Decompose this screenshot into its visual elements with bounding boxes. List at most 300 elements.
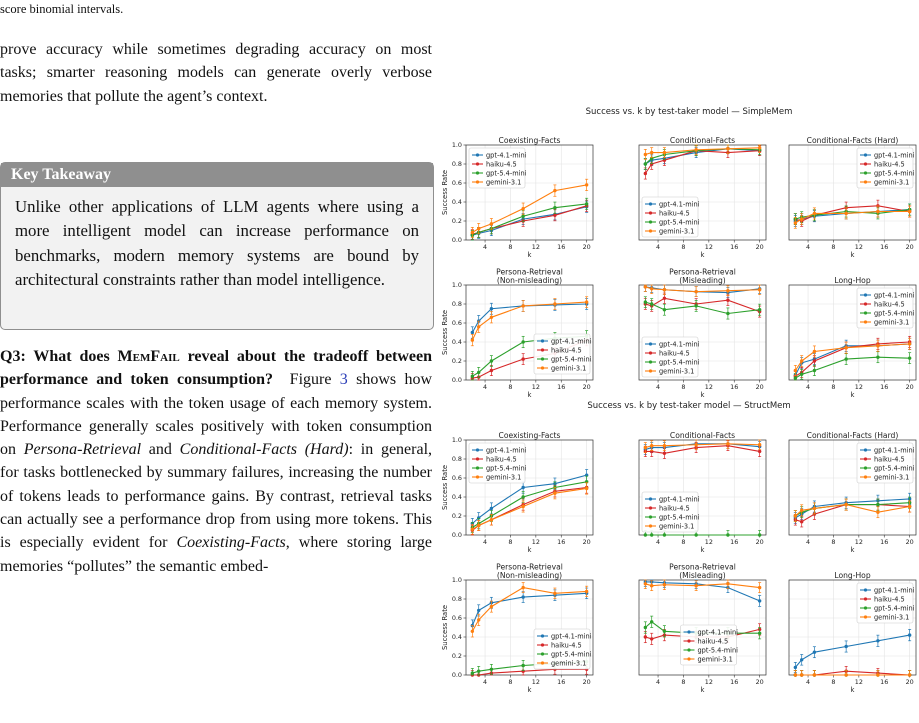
- y-tick-label: 0.0: [451, 671, 462, 680]
- x-tick-label: 20: [905, 383, 914, 391]
- data-point: [585, 202, 588, 205]
- data-point: [663, 151, 666, 154]
- data-point: [694, 290, 697, 293]
- legend-marker: [649, 506, 652, 509]
- x-tick-label: 12: [531, 678, 540, 686]
- legend-marker: [649, 369, 652, 372]
- legend-label: gpt-5.4-mini: [551, 650, 592, 659]
- legend-marker: [864, 615, 867, 618]
- data-point: [908, 505, 911, 508]
- key-takeaway-box: [0, 162, 434, 330]
- data-point: [521, 664, 524, 667]
- data-point: [471, 375, 474, 378]
- x-tick-label: 8: [831, 243, 836, 251]
- data-point: [471, 338, 474, 341]
- data-point: [663, 533, 666, 536]
- data-point: [650, 287, 653, 290]
- data-point: [553, 492, 556, 495]
- data-point: [758, 308, 761, 311]
- legend-marker: [541, 357, 544, 360]
- data-point: [813, 507, 816, 510]
- data-point: [553, 206, 556, 209]
- data-point: [876, 210, 879, 213]
- data-point: [521, 586, 524, 589]
- panel-title: Coexisting-Facts: [498, 136, 561, 145]
- series-haiku-4-5: [471, 482, 589, 535]
- x-tick-label: 12: [854, 243, 863, 251]
- legend-marker: [649, 202, 652, 205]
- x-tick-label: 8: [831, 678, 836, 686]
- data-point: [490, 307, 493, 310]
- data-point: [644, 635, 647, 638]
- data-point: [758, 599, 761, 602]
- figure-ref-link[interactable]: 3: [339, 371, 348, 389]
- legend-marker: [864, 293, 867, 296]
- y-axis-label: Success Rate: [441, 169, 449, 216]
- legend-label: gpt-4.1-mini: [697, 628, 738, 637]
- data-point: [521, 304, 524, 307]
- legend-marker: [687, 648, 690, 651]
- simplemem-panel-long-hop: [789, 276, 916, 399]
- paragraph-q3: [0, 345, 432, 578]
- data-point: [644, 626, 647, 629]
- x-axis-label: k: [850, 686, 855, 694]
- structmem-panel-conditional-facts-hard: [789, 431, 916, 554]
- data-point: [644, 300, 647, 303]
- y-tick-label: 0.6: [451, 319, 462, 328]
- data-point: [490, 369, 493, 372]
- legend-label: haiku-4.5: [551, 346, 582, 355]
- legend-label: gpt-4.1-mini: [551, 337, 592, 346]
- q3-em-conditional-hard: Conditional-Facts (Hard): [179, 441, 349, 459]
- y-tick-label: 0.4: [451, 633, 462, 642]
- x-tick-label: 20: [755, 383, 764, 391]
- legend-marker: [864, 302, 867, 305]
- panel-title: (Misleading): [679, 276, 726, 285]
- legend-label: gpt-5.4-mini: [551, 355, 592, 364]
- x-tick-label: 20: [905, 243, 914, 251]
- legend: [534, 334, 592, 374]
- legend-label: haiku-4.5: [697, 637, 729, 646]
- legend-label: gemini-3.1: [659, 227, 695, 236]
- x-tick-label: 20: [582, 678, 591, 686]
- legend-label: gpt-5.4-mini: [874, 604, 915, 613]
- panel-title: Conditional-Facts (Hard): [806, 431, 899, 440]
- legend-label: gpt-4.1-mini: [874, 291, 915, 300]
- data-point: [644, 446, 647, 449]
- legend-label: gemini-3.1: [874, 318, 910, 327]
- y-tick-label: 0.8: [451, 160, 462, 169]
- data-point: [644, 533, 647, 536]
- y-tick-label: 0.8: [451, 300, 462, 309]
- data-point: [844, 357, 847, 360]
- data-point: [876, 639, 879, 642]
- data-point: [477, 609, 480, 612]
- figure-column: [442, 0, 919, 723]
- legend: [857, 148, 915, 188]
- legend-marker: [476, 180, 479, 183]
- data-point: [663, 452, 666, 455]
- x-axis-label: k: [527, 391, 532, 399]
- legend-label: gemini-3.1: [874, 473, 910, 482]
- x-tick-label: 12: [704, 538, 713, 546]
- legend-marker: [649, 497, 652, 500]
- x-tick-label: 16: [557, 538, 566, 546]
- data-point: [663, 308, 666, 311]
- y-tick-label: 0.6: [451, 474, 462, 483]
- x-tick-label: 4: [656, 678, 661, 686]
- data-point: [477, 371, 480, 374]
- x-axis-label: k: [527, 546, 532, 554]
- data-point: [663, 630, 666, 633]
- legend-marker: [864, 448, 867, 451]
- x-tick-label: 4: [656, 243, 661, 251]
- data-point: [876, 673, 879, 676]
- series-gpt-4-1-mini: [644, 580, 762, 606]
- y-axis-label: Success Rate: [441, 309, 449, 356]
- x-tick-label: 16: [880, 678, 889, 686]
- data-point: [694, 148, 697, 151]
- data-point: [663, 444, 666, 447]
- legend: [642, 492, 700, 532]
- data-point: [650, 302, 653, 305]
- x-tick-label: 16: [880, 538, 889, 546]
- legend-marker: [476, 448, 479, 451]
- y-tick-label: 0.8: [451, 595, 462, 604]
- series-gpt-4-1-mini: [794, 493, 912, 523]
- data-point: [758, 288, 761, 291]
- x-tick-label: 4: [483, 538, 488, 546]
- y-tick-label: 0.2: [451, 652, 462, 661]
- structmem-panel-persona-retrieval-misleading: [639, 563, 766, 695]
- data-point: [758, 632, 761, 635]
- series-line: [795, 505, 909, 516]
- series-gemini-3-1: [471, 483, 589, 535]
- legend: [681, 625, 739, 665]
- legend-marker: [476, 475, 479, 478]
- x-tick-label: 8: [508, 243, 513, 251]
- series-gemini-3-1: [794, 338, 912, 375]
- x-tick-label: 20: [755, 678, 764, 686]
- q3-text-c: and: [148, 441, 172, 459]
- legend-marker: [541, 634, 544, 637]
- structmem-panel-conditional-facts: [639, 431, 766, 554]
- x-tick-label: 4: [483, 243, 488, 251]
- data-point: [477, 524, 480, 527]
- data-point: [650, 533, 653, 536]
- legend-label: haiku-4.5: [874, 455, 905, 464]
- x-tick-label: 4: [483, 678, 488, 686]
- legend-label: gpt-4.1-mini: [486, 446, 527, 455]
- data-point: [553, 189, 556, 192]
- legend-label: gpt-5.4-mini: [486, 464, 527, 473]
- simplemem-panel-persona-retrieval-non-misleading: [441, 268, 593, 400]
- data-point: [908, 356, 911, 359]
- data-point: [471, 671, 474, 674]
- y-tick-label: 0.6: [451, 614, 462, 623]
- legend-marker: [649, 351, 652, 354]
- legend-label: gpt-4.1-mini: [486, 151, 527, 160]
- data-point: [694, 584, 697, 587]
- series-line: [645, 151, 759, 174]
- series-line: [795, 671, 909, 675]
- legend-label: haiku-4.5: [551, 641, 582, 650]
- x-tick-label: 20: [905, 678, 914, 686]
- legend: [857, 583, 915, 623]
- data-point: [813, 651, 816, 654]
- data-point: [477, 325, 480, 328]
- series-line: [795, 357, 909, 378]
- y-tick-label: 0.4: [451, 338, 462, 347]
- x-tick-label: 16: [730, 678, 739, 686]
- panel-title: Persona-Retrieval: [496, 562, 563, 572]
- legend-marker: [649, 229, 652, 232]
- legend-marker: [864, 171, 867, 174]
- panel-title: Long-Hop: [834, 571, 871, 580]
- simplemem-panel-conditional-facts: [639, 136, 766, 259]
- data-point: [663, 583, 666, 586]
- data-point: [794, 221, 797, 224]
- legend-marker: [541, 339, 544, 342]
- y-tick-label: 0.0: [451, 531, 462, 540]
- data-point: [794, 369, 797, 372]
- data-point: [758, 450, 761, 453]
- data-point: [521, 595, 524, 598]
- series-haiku-4-5: [644, 293, 762, 317]
- x-tick-label: 12: [531, 243, 540, 251]
- data-point: [794, 376, 797, 379]
- structmem-figure-title: Success vs. k by test-taker model — StructMem: [587, 401, 791, 411]
- series-gpt-4-1-mini: [471, 201, 589, 240]
- data-point: [521, 340, 524, 343]
- data-point: [650, 637, 653, 640]
- series-gemini-3-1: [644, 580, 762, 593]
- data-point: [585, 300, 588, 303]
- x-tick-label: 20: [582, 383, 591, 391]
- data-point: [908, 342, 911, 345]
- x-tick-label: 4: [656, 383, 661, 391]
- legend-label: haiku-4.5: [486, 160, 517, 169]
- x-tick-label: 16: [880, 383, 889, 391]
- legend-label: haiku-4.5: [874, 160, 905, 169]
- data-point: [876, 511, 879, 514]
- legend-marker: [864, 597, 867, 600]
- legend-label: gpt-5.4-mini: [874, 169, 915, 178]
- legend-label: haiku-4.5: [659, 349, 690, 358]
- data-point: [585, 183, 588, 186]
- y-tick-label: 0.4: [451, 493, 462, 502]
- success-vs-k-figure: [442, 0, 919, 723]
- data-point: [694, 443, 697, 446]
- x-tick-label: 12: [854, 538, 863, 546]
- data-point: [800, 673, 803, 676]
- legend-marker: [649, 524, 652, 527]
- legend: [642, 197, 700, 237]
- data-point: [800, 658, 803, 661]
- legend-label: gpt-5.4-mini: [874, 464, 915, 473]
- legend-marker: [649, 360, 652, 363]
- panel-title: Persona-Retrieval: [669, 562, 736, 572]
- x-axis-label: k: [700, 686, 705, 694]
- legend-label: gpt-5.4-mini: [874, 309, 915, 318]
- x-axis-label: k: [700, 251, 705, 259]
- data-point: [553, 302, 556, 305]
- simplemem-panel-persona-retrieval-misleading: [639, 268, 766, 400]
- x-tick-label: 16: [557, 383, 566, 391]
- data-point: [726, 299, 729, 302]
- x-tick-label: 12: [531, 383, 540, 391]
- y-tick-label: 0.8: [451, 455, 462, 464]
- legend-marker: [687, 657, 690, 660]
- legend-label: gpt-5.4-mini: [659, 513, 700, 522]
- y-tick-label: 1.0: [451, 281, 462, 290]
- data-point: [813, 359, 816, 362]
- x-tick-label: 4: [806, 678, 811, 686]
- legend-label: gpt-4.1-mini: [874, 586, 915, 595]
- data-point: [490, 668, 493, 671]
- legend-marker: [864, 153, 867, 156]
- legend-label: gemini-3.1: [874, 613, 910, 622]
- x-tick-label: 20: [582, 243, 591, 251]
- series-gpt-4-1-mini: [471, 299, 589, 339]
- legend-label: gemini-3.1: [874, 178, 910, 187]
- data-point: [876, 503, 879, 506]
- legend-marker: [649, 515, 652, 518]
- data-point: [794, 673, 797, 676]
- x-axis-label: k: [850, 251, 855, 259]
- x-tick-label: 8: [831, 538, 836, 546]
- data-point: [758, 586, 761, 589]
- data-point: [490, 316, 493, 319]
- x-tick-label: 8: [681, 678, 686, 686]
- x-tick-label: 8: [508, 383, 513, 391]
- panel-title: Persona-Retrieval: [496, 267, 563, 277]
- data-point: [844, 673, 847, 676]
- y-axis-label: Success Rate: [441, 604, 449, 651]
- data-point: [521, 357, 524, 360]
- x-tick-label: 12: [854, 383, 863, 391]
- legend-marker: [864, 457, 867, 460]
- series-line: [795, 635, 909, 667]
- legend-label: gpt-4.1-mini: [551, 632, 592, 641]
- legend-marker: [864, 162, 867, 165]
- series-line: [472, 669, 586, 675]
- series-line: [472, 206, 586, 235]
- simplemem-panel-coexisting-facts: [441, 136, 593, 259]
- legend-marker: [649, 211, 652, 214]
- q3-question: reveal about the tradeoff between performance and token consumption?: [0, 348, 433, 389]
- x-tick-label: 8: [831, 383, 836, 391]
- q3-label: Q3: What does: [0, 348, 110, 365]
- data-point: [726, 533, 729, 536]
- legend: [857, 288, 915, 328]
- legend-marker: [541, 652, 544, 655]
- series-gpt-5-4-mini: [794, 352, 912, 380]
- data-point: [644, 162, 647, 165]
- data-point: [663, 297, 666, 300]
- legend-marker: [476, 171, 479, 174]
- data-point: [758, 146, 761, 149]
- legend: [534, 629, 592, 669]
- legend-label: gpt-5.4-mini: [659, 358, 700, 367]
- x-axis-label: k: [527, 251, 532, 259]
- q3-text-d: : in general, for tasks bottlenecked by summary failures, increasing the number of tokens leads to performance gains. By contrast, retrieval tasks can actually see a performance drop from using more tokens. This is especially evident for: [0, 441, 433, 552]
- data-point: [650, 620, 653, 623]
- data-point: [521, 486, 524, 489]
- x-tick-label: 16: [730, 383, 739, 391]
- x-tick-label: 20: [905, 538, 914, 546]
- data-point: [908, 633, 911, 636]
- legend-label: gpt-4.1-mini: [659, 495, 700, 504]
- legend-marker: [864, 180, 867, 183]
- legend-marker: [476, 153, 479, 156]
- series-line: [645, 298, 759, 311]
- x-tick-label: 8: [681, 538, 686, 546]
- panel-title: (Non-misleading): [496, 276, 563, 285]
- data-point: [477, 227, 480, 230]
- q3-brand: MemFail: [117, 348, 180, 365]
- y-tick-label: 0.0: [451, 236, 462, 245]
- data-point: [908, 210, 911, 213]
- legend: [469, 148, 527, 188]
- data-point: [644, 172, 647, 175]
- x-tick-label: 4: [806, 538, 811, 546]
- data-point: [585, 590, 588, 593]
- legend-label: gemini-3.1: [697, 655, 733, 664]
- q3-em-persona: Persona-Retrieval: [23, 441, 142, 459]
- data-point: [844, 212, 847, 215]
- key-takeaway-body: Unlike other applications of LLM agents where using a more intelligent model can increase performance on benchmarks, modern memory systems are bound by architectural constraints rather than model intelligence.: [15, 197, 419, 290]
- panel-title: Conditional-Facts: [669, 431, 736, 440]
- legend-label: gemini-3.1: [551, 659, 587, 668]
- data-point: [813, 350, 816, 353]
- paragraph-intro: [0, 38, 432, 108]
- x-axis-label: k: [700, 546, 705, 554]
- legend-marker: [541, 661, 544, 664]
- data-point: [477, 670, 480, 673]
- structmem-panel-coexisting-facts: [441, 431, 593, 554]
- series-line: [645, 446, 759, 454]
- legend: [857, 443, 915, 483]
- x-tick-label: 4: [806, 383, 811, 391]
- series-line: [472, 488, 586, 531]
- legend-label: gpt-4.1-mini: [874, 446, 915, 455]
- data-point: [644, 285, 647, 288]
- data-point: [800, 520, 803, 523]
- legend-label: gpt-4.1-mini: [659, 340, 700, 349]
- legend-marker: [541, 643, 544, 646]
- legend-marker: [864, 588, 867, 591]
- legend-label: haiku-4.5: [874, 300, 905, 309]
- x-tick-label: 12: [854, 678, 863, 686]
- data-point: [800, 217, 803, 220]
- data-point: [490, 518, 493, 521]
- y-tick-label: 1.0: [451, 576, 462, 585]
- data-point: [644, 582, 647, 585]
- x-tick-label: 8: [508, 538, 513, 546]
- data-point: [726, 312, 729, 315]
- y-tick-label: 0.2: [451, 357, 462, 366]
- x-tick-label: 20: [755, 243, 764, 251]
- panel-title: Long-Hop: [834, 276, 871, 285]
- legend: [642, 337, 700, 377]
- data-point: [663, 288, 666, 291]
- data-point: [490, 605, 493, 608]
- data-point: [521, 495, 524, 498]
- series-line: [472, 593, 586, 625]
- simplemem-panel-conditional-facts-hard: [789, 136, 916, 259]
- legend-label: gpt-4.1-mini: [874, 151, 915, 160]
